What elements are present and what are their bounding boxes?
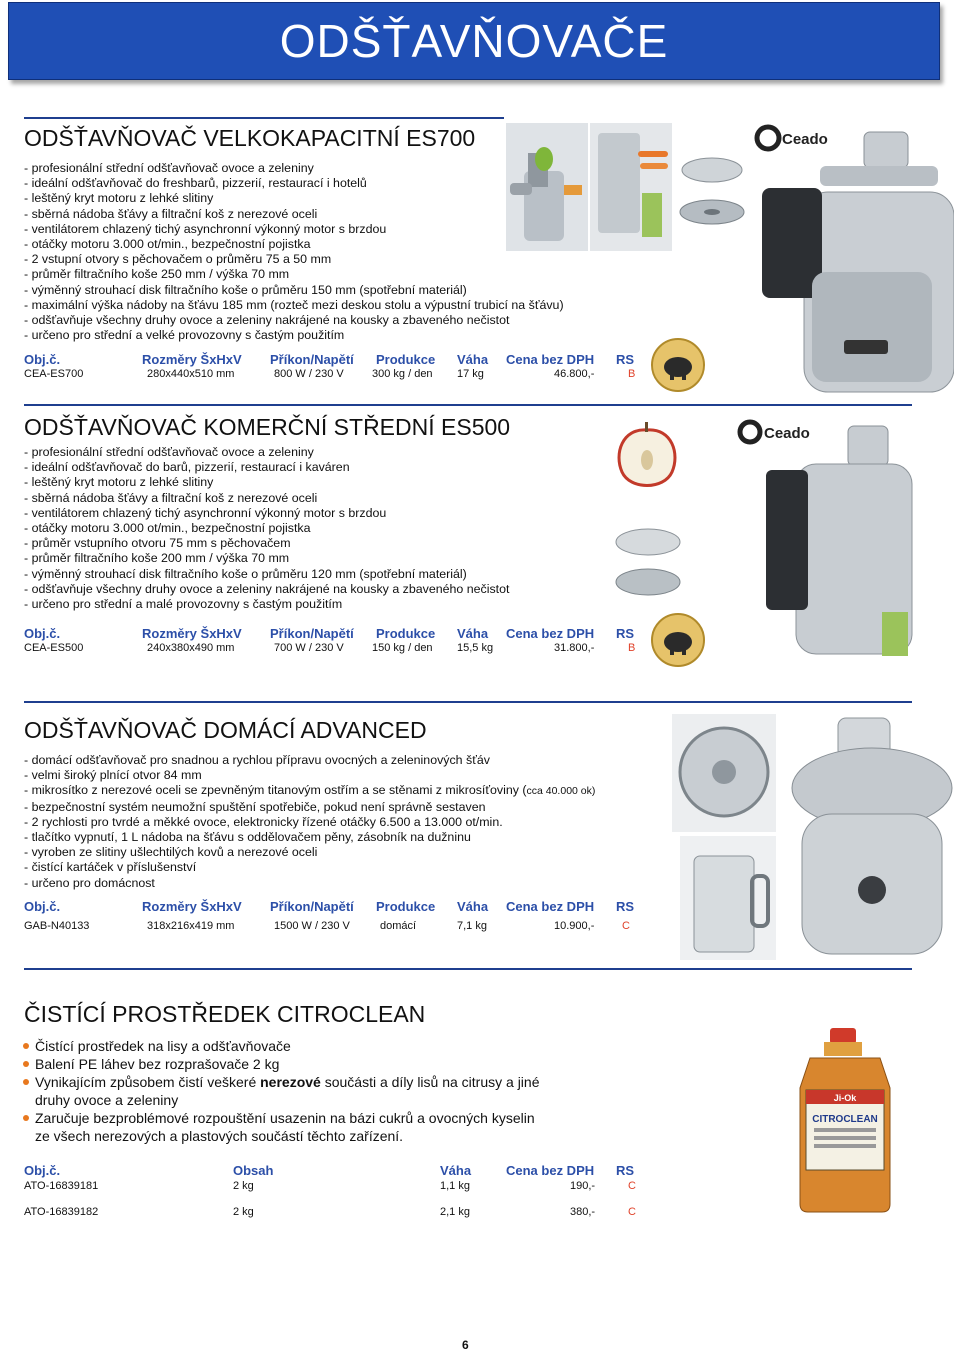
citroclean-bullet-cont: ze všech nerezových a plastových součástí těchto zařízení. [35, 1128, 404, 1144]
es700-produkce: 300 kg / den [372, 368, 433, 380]
page-title: ODŠŤAVŇOVAČE [279, 15, 669, 67]
citroclean-bullet: Vynikajícím způsobem čistí veškeré nerezové součásti a díly lisů na citrusy a jiné [22, 1073, 539, 1091]
es500-photo-filter-basket [608, 508, 688, 608]
es700-feature-list [24, 161, 564, 343]
citroclean-head-obj: Obj.č. [24, 1163, 61, 1178]
bottle-label-name: CITROCLEAN [812, 1114, 878, 1125]
es700-title-rule [24, 117, 504, 119]
es700-photo-juice [590, 123, 672, 251]
es500-head-produkce: Produkce [376, 626, 436, 641]
piggy-bank-icon [650, 612, 706, 668]
piggy-bank-icon [650, 337, 706, 393]
citroclean-row-cena: 190,- [570, 1180, 596, 1192]
es700-feature: - odšťavňuje všechny druhy ovoce a zeleniny nakrájené na kousky a zbaveného nečistot [24, 313, 510, 328]
es700-feature: - určeno pro střední a velké provozovny s častým použitím [24, 328, 345, 343]
es700-feature: - průměr filtračního koše 250 mm / výška 70 mm [24, 267, 290, 282]
citroclean-bullet: Zaručuje bezproblémové rozpouštění usazenin na bázi cukrů a ovocných kyselin [22, 1109, 539, 1127]
es500-rs: B [628, 642, 636, 654]
advanced-title: ODŠŤAVŇOVAČ DOMÁCÍ ADVANCED [24, 717, 427, 743]
advanced-obj: GAB-N40133 [24, 920, 90, 932]
citroclean-bottle-photo [790, 1028, 900, 1214]
advanced-feature: - vyroben ze slitiny ušlechtilých kovů a nerezové oceli [24, 845, 318, 860]
advanced-rozmery: 318x216x419 mm [147, 920, 235, 932]
advanced-feature: - čistící kartáček v příslušenství [24, 860, 197, 875]
citroclean-title: ČISTÍCÍ PROSTŘEDEK CITROCLEAN [24, 1001, 426, 1027]
advanced-prikon: 1500 W / 230 V [274, 920, 350, 932]
es700-photo-filter-basket [672, 140, 752, 240]
header-banner [8, 2, 940, 80]
svg-text:Ceado: Ceado [764, 425, 810, 442]
citroclean-bullet: Balení PE láhev bez rozprašovače 2 kg [22, 1055, 539, 1073]
es700-vaha: 17 kg [457, 368, 484, 380]
es700-cena: 46.800,- [554, 368, 595, 380]
es700-photo-feeding [506, 123, 588, 251]
es500-feature-list [24, 445, 509, 612]
es500-feature: - odšťavňuje všechny druhy ovoce a zeleniny nakrájené na kousky a zbaveného nečistot [24, 581, 510, 596]
es500-prikon: 700 W / 230 V [274, 642, 344, 654]
es500-feature: - průměr filtračního koše 200 mm / výška 70 mm [24, 551, 290, 566]
es500-obj: CEA-ES500 [24, 642, 84, 654]
es500-vaha: 15,5 kg [457, 642, 494, 654]
advanced-vaha: 7,1 kg [457, 920, 487, 932]
es500-head-vaha: Váha [457, 626, 489, 641]
citroclean-head-vaha: Váha [440, 1163, 472, 1178]
citroclean-row-obj: ATO-16839182 [24, 1206, 99, 1218]
es500-produkce: 150 kg / den [372, 642, 433, 654]
es700-rs: B [628, 368, 636, 380]
citroclean-bullet-list [22, 1037, 539, 1145]
advanced-product-photo [776, 714, 956, 964]
es500-feature: - sběrná nádoba šťávy a filtrační koš z nerezové oceli [24, 490, 318, 505]
es500-rozmery: 240x380x490 mm [147, 642, 235, 654]
es700-feature: - ventilátorem chlazený tichý asynchronní výkonný motor s brzdou [24, 221, 387, 236]
es700-feature: - výměnný strouhací disk filtračního koše o průměru 150 mm (spotřební materiál) [24, 282, 467, 297]
citroclean-head-rs: RS [616, 1163, 635, 1178]
es700-feature: - sběrná nádoba šťávy a filtrační koš z nerezové oceli [24, 206, 318, 221]
es700-divider [24, 404, 912, 406]
citroclean-row-obsah: 2 kg [233, 1206, 254, 1218]
es700-head-rozmery: Rozměry ŠxHxV [142, 352, 242, 367]
advanced-feature: - 2 rychlosti pro tvrdé a měkké ovoce, elektronicky řízené otáčky 6.500 a 13.000 ot/min. [24, 814, 503, 829]
advanced-feature: - tlačítko vypnutí, 1 L nádoba na šťávu s oddělovačem pěny, zásobník na dužninu [24, 830, 471, 845]
es500-feature: - otáčky motoru 3.000 ot/min., bezpečnostní pojistka [24, 521, 311, 536]
bottle-label-brand: Ji-Ok [833, 1093, 857, 1103]
es500-head-rozmery: Rozměry ŠxHxV [142, 626, 242, 641]
advanced-head-obj: Obj.č. [24, 899, 61, 914]
es500-cena: 31.800,- [554, 642, 595, 654]
page-number: 6 [462, 1338, 469, 1352]
es700-feature: - 2 vstupní otvory s pěchovačem o průměru 75 a 50 mm [24, 252, 332, 267]
es700-feature: - maximální výška nádoby na šťávu 185 mm (rozteč mezi deskou stolu a výpustní trubicí na šťávu) [24, 297, 564, 312]
citroclean-row-cena: 380,- [570, 1206, 596, 1218]
citroclean-bullet-cont: druhy ovoce a zeleniny [35, 1092, 179, 1108]
citroclean-head-obsah: Obsah [233, 1163, 274, 1178]
es500-feature: - určeno pro střední a malé provozovny s častým použitím [24, 597, 343, 612]
advanced-feature: - mikrosítko z nerezové oceli se zpevněným titanovým ostřím a se stěnami z mikrosíťoviny (cca 40.000 ok) [24, 783, 596, 798]
es500-feature: - průměr vstupního otvoru 75 mm s pěchovačem [24, 536, 291, 551]
es700-head-cena: Cena bez DPH [506, 352, 595, 367]
citroclean-row-obj: ATO-16839181 [24, 1180, 99, 1192]
advanced-feature: - bezpečnostní systém neumožní spuštění spotřebiče, pokud není správně sestaven [24, 799, 486, 814]
es700-head-vaha: Váha [457, 352, 489, 367]
svg-text:Ceado: Ceado [782, 131, 828, 148]
es500-feature: - profesionální střední odšťavňovač ovoce a zeleniny [24, 445, 314, 459]
advanced-rs: C [622, 920, 630, 932]
advanced-head-prikon: Příkon/Napětí [270, 899, 354, 914]
es500-feature: - výměnný strouhací disk filtračního koše o průměru 120 mm (spotřební materiál) [24, 566, 467, 581]
es500-title: ODŠŤAVŇOVAČ KOMERČNÍ STŘEDNÍ ES500 [24, 414, 511, 440]
es700-head-produkce: Produkce [376, 352, 436, 367]
es700-head-obj: Obj.č. [24, 352, 61, 367]
advanced-feature: - domácí odšťavňovač pro snadnou a rychlou přípravu ovocných a zeleninových šťáv [24, 753, 490, 767]
es500-feature: - ideální odšťavňovač do barů, pizzerií, restaurací i kaváren [24, 460, 350, 475]
es500-feature: - leštěný kryt motoru z lehké slitiny [24, 475, 214, 490]
es700-prikon: 800 W / 230 V [274, 368, 344, 380]
citroclean-row-rs: C [628, 1180, 636, 1192]
es700-head-rs: RS [616, 352, 635, 367]
advanced-head-produkce: Produkce [376, 899, 436, 914]
advanced-head-rs: RS [616, 899, 635, 914]
es500-head-rs: RS [616, 626, 635, 641]
advanced-divider [24, 968, 912, 970]
advanced-photo-blade [672, 714, 776, 832]
advanced-head-vaha: Váha [457, 899, 489, 914]
advanced-feature-list [24, 753, 595, 891]
es500-photo-apple [610, 420, 684, 496]
es500-product-photo [736, 412, 916, 666]
es700-head-prikon: Příkon/Napětí [270, 352, 354, 367]
advanced-feature: - určeno pro domácnost [24, 875, 155, 890]
advanced-produkce: domácí [380, 920, 417, 932]
es500-head-prikon: Příkon/Napětí [270, 626, 354, 641]
citroclean-row-vaha: 2,1 kg [440, 1206, 470, 1218]
es700-obj: CEA-ES700 [24, 368, 84, 380]
advanced-head-cena: Cena bez DPH [506, 899, 595, 914]
advanced-head-rozmery: Rozměry ŠxHxV [142, 899, 242, 914]
es500-head-cena: Cena bez DPH [506, 626, 595, 641]
citroclean-row-rs: C [628, 1206, 636, 1218]
advanced-feature: - velmi široký plnící otvor 84 mm [24, 768, 202, 783]
advanced-cena: 10.900,- [554, 920, 595, 932]
es500-feature: - ventilátorem chlazený tichý asynchronní výkonný motor s brzdou [24, 505, 387, 520]
es700-product-photo [754, 122, 954, 400]
advanced-photo-jug [680, 836, 776, 960]
es500-divider [24, 701, 912, 703]
citroclean-row-vaha: 1,1 kg [440, 1180, 470, 1192]
citroclean-bullet: Čistící prostředek na lisy a odšťavňovače [22, 1037, 539, 1055]
es700-title: ODŠŤAVŇOVAČ VELKOKAPACITNÍ ES700 [24, 125, 476, 151]
es700-feature: - otáčky motoru 3.000 ot/min., bezpečnostní pojistka [24, 237, 311, 252]
citroclean-row-obsah: 2 kg [233, 1180, 254, 1192]
es700-feature: - leštěný kryt motoru z lehké slitiny [24, 191, 214, 206]
es700-feature: - ideální odšťavňovač do freshbarů, pizzerií, restaurací i hotelů [24, 176, 367, 191]
es700-rozmery: 280x440x510 mm [147, 368, 235, 380]
es700-feature: - profesionální střední odšťavňovač ovoce a zeleniny [24, 161, 314, 175]
es500-head-obj: Obj.č. [24, 626, 61, 641]
citroclean-head-cena: Cena bez DPH [506, 1163, 595, 1178]
